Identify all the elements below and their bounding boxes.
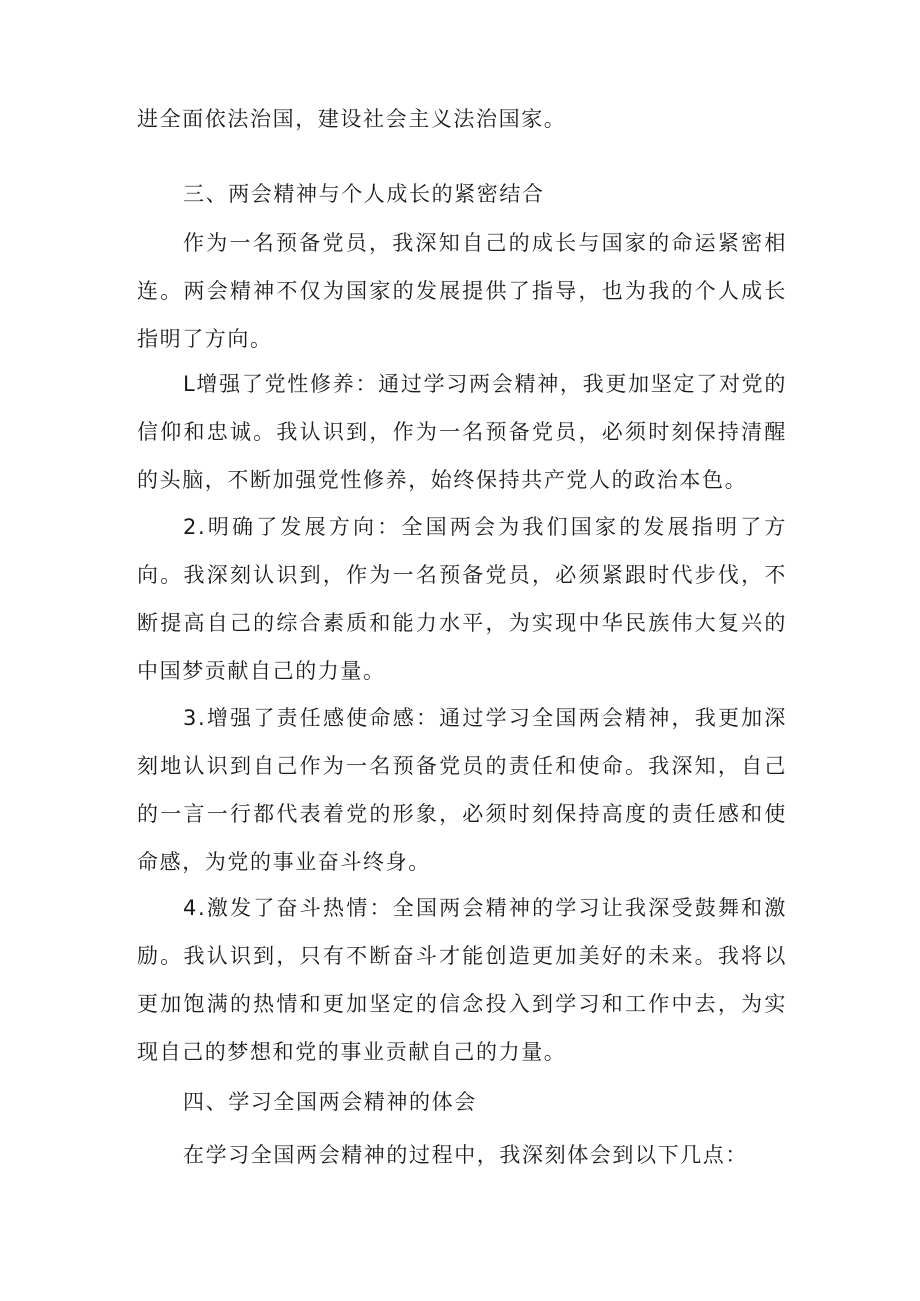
section-heading-3: 三、两会精神与个人成长的紧密结合: [183, 182, 545, 206]
paragraph-item-4: 4.激发了奋斗热情：全国两会精神的学习让我深受鼓舞和激励。我认识到，只有不断奋斗才能创造更加美好的未来。我将以更加饱满的热情和更加坚定的信念投入到学习和工作中去，为实现自己的梦想和党的事业贡献自己的力量。: [137, 896, 787, 1064]
paragraph-item-3: 3.增强了责任感使命感：通过学习全国两会精神，我更加深刻地认识到自己作为一名预备党员的责任和使命。我深知，自己的一言一行都代表着党的形象，必须时刻保持高度的责任感和使命感，为党的事业奋斗终身。: [137, 706, 787, 874]
section-heading-4: 四、学习全国两会精神的体会: [183, 1090, 477, 1114]
paragraph-item-1: L增强了党性修养：通过学习两会精神，我更加坚定了对党的信仰和忠诚。我认识到，作为一名预备党员，必须时刻保持清醒的头脑，不断加强党性修养，始终保持共产党人的政治本色。: [137, 372, 787, 492]
paragraph-section4-intro: 在学习全国两会精神的过程中，我深刻体会到以下几点：: [183, 1143, 748, 1167]
paragraph-section3-intro: 作为一名预备党员，我深知自己的成长与国家的命运紧密相连。两会精神不仅为国家的发展提供了指导，也为我的个人成长指明了方向。: [137, 231, 787, 351]
paragraph-item-2: 2.明确了发展方向：全国两会为我们国家的发展指明了方向。我深刻认识到，作为一名预备党员，必须紧跟时代步伐，不断提高自己的综合素质和能力水平，为实现中华民族伟大复兴的中国梦贡献自己的力量。: [137, 515, 787, 683]
paragraph-continuation: 进全面依法治国，建设社会主义法治国家。: [137, 107, 567, 131]
